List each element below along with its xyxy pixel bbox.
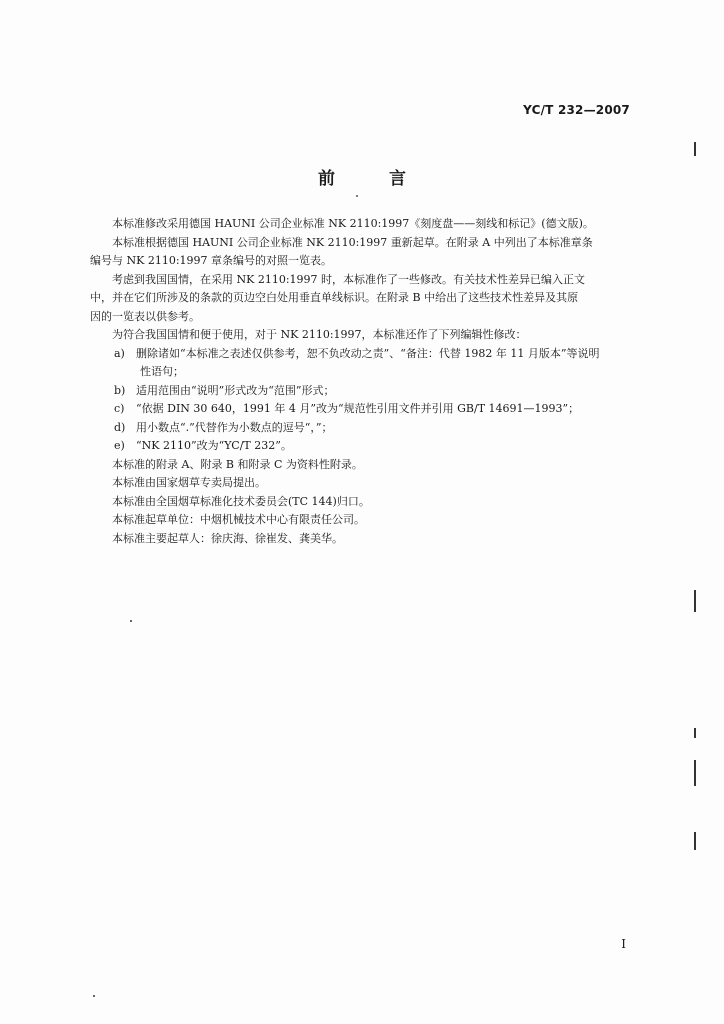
closing-drafters: 本标准主要起草人：徐庆海、徐崔发、龚美华。: [112, 531, 343, 545]
list-item-label: b): [114, 383, 126, 397]
scan-artifact: [694, 142, 696, 156]
list-item-text-line-2: 性语句；: [140, 365, 184, 378]
paragraph-4: 为符合我国国情和便于使用，对于 NK 2110:1997，本标准还作了下列编辑性修改：: [112, 328, 527, 341]
paragraph-1: 本标准修改采用德国 HAUNI 公司企业标准 NK 2110:1997《刻度盘——刻线和标记》(德文版)。: [112, 217, 594, 230]
page-number: I: [621, 937, 626, 951]
list-item-text: 适用范围由“说明”形式改为“范围”形式；: [136, 383, 335, 397]
paragraph-3-line-2: 中，并在它们所涉及的条款的页边空白处用垂直单线标识。在附录 B 中给出了这些技术性差异及其原: [90, 291, 579, 304]
closing-drafting-unit: 本标准起草单位：中烟机械技术中心有限责任公司。: [112, 513, 365, 526]
page-title: 前 言: [318, 169, 430, 189]
standard-code: YC/T 232—2007: [523, 103, 630, 117]
list-item: [90, 419, 636, 438]
scan-artifact: [694, 590, 696, 612]
foreword-body: [90, 215, 636, 548]
list-item-label: d): [114, 420, 126, 434]
scan-artifact: [694, 832, 696, 850]
list-item: [90, 382, 636, 401]
scan-dot: [93, 995, 95, 997]
list-item-label: e): [114, 439, 125, 452]
scan-artifact: [694, 728, 696, 738]
scan-dot: [130, 620, 132, 622]
list-item-text-line-1: 删除诸如“本标准之表述仅供参考，恕不负改动之责”、“备注：代替 1982 年 11 月版本”等说明: [136, 346, 600, 360]
paragraph-2-line-2: 编号与 NK 2110:1997 章条编号的对照一览表。: [90, 254, 333, 267]
scan-artifact: [694, 760, 696, 786]
list-item: [90, 437, 636, 456]
list-item-text: [136, 345, 636, 382]
list-item: [90, 345, 636, 382]
closing-annex-note: 本标准的附录 A、附录 B 和附录 C 为资料性附录。: [112, 457, 363, 471]
list-item-text: 用小数点“.”代替作为小数点的逗号“，”；: [136, 420, 333, 434]
list-item: [90, 400, 636, 419]
closing-proposer: 本标准由国家烟草专卖局提出。: [112, 476, 266, 489]
paragraph-3-line-3: 因的一览表以供参考。: [90, 309, 200, 323]
title-dot: [356, 195, 358, 197]
paragraph-2-line-1: 本标准根据德国 HAUNI 公司企业标准 NK 2110:1997 重新起草。在附录 A 中列出了本标准章条: [112, 235, 593, 249]
list-item-label: a): [114, 346, 125, 360]
paragraph-3-line-1: 考虑到我国国情，在采用 NK 2110:1997 时，本标准作了一些修改。有关技术性差异已编入正文: [112, 272, 586, 286]
list-item-text: “依据 DIN 30 640，1991 年 4 月”改为“规范性引用文件并引用 GB/T 14691—1993”；: [136, 402, 580, 415]
list-item-label: c): [114, 402, 125, 415]
closing-committee: 本标准由全国烟草标准化技术委员会(TC 144)归口。: [112, 494, 370, 508]
list-item-text: “NK 2110”改为“YC/T 232”。: [136, 439, 292, 452]
